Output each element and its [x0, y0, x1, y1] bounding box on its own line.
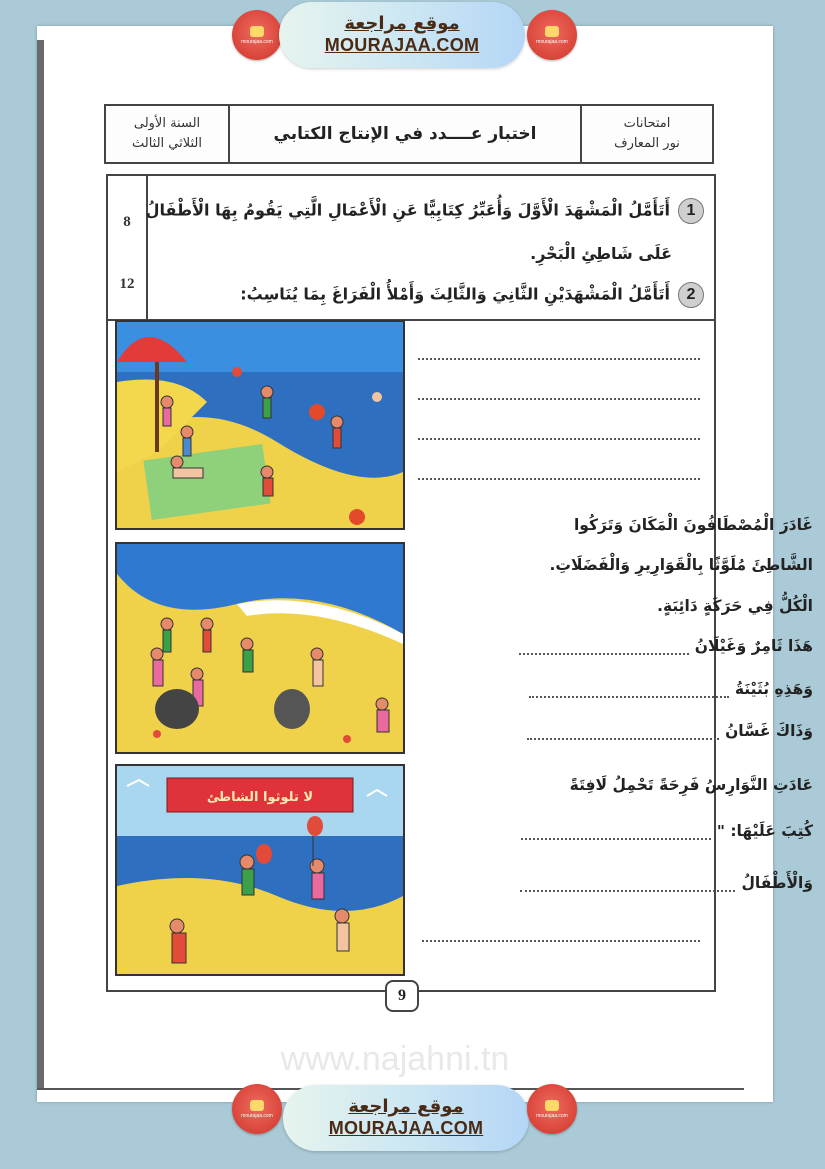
scene-2-cleaning-picture — [115, 542, 405, 754]
q2-number: 2 — [678, 282, 704, 308]
site-banner-bottom[interactable] — [283, 1085, 529, 1151]
site-logo-badge-right-top[interactable] — [527, 10, 577, 60]
scene3-sentence-2 — [521, 822, 813, 840]
header-level-cell — [106, 106, 230, 162]
exam-title: اختبار عــــدد في الإنتاج الكتابي — [273, 124, 537, 144]
answer-line-3[interactable] — [418, 438, 700, 440]
question-2 — [240, 282, 704, 308]
blank-fill-1[interactable] — [519, 641, 689, 655]
site-banner-top[interactable] — [279, 2, 525, 68]
answer-line-2[interactable] — [418, 398, 700, 400]
q2-text: أَتَأَمَّلُ الْمَشْهَدَيْنِ الثَّانِيَ وَالثَّالِثَ وَأَمْلأُ الْفَرَاغَ بِمَا يُنَاسِبُ: — [240, 284, 670, 304]
site-logo-badge-left-top[interactable] — [232, 10, 282, 60]
scene2-sentence-5 — [529, 680, 813, 698]
q2-score: 12 — [119, 276, 135, 292]
page-edge-shadow — [37, 40, 44, 1090]
blank-fill-5[interactable] — [520, 878, 735, 892]
header-title-cell — [230, 106, 580, 162]
answer-line-4[interactable] — [418, 478, 700, 480]
site-name-arabic: موقع مراجعة — [344, 13, 460, 34]
scene-1-drawing — [117, 322, 403, 528]
blank-fill-3[interactable] — [527, 726, 719, 740]
q1-number: 1 — [678, 198, 704, 224]
blank-fill-4[interactable] — [521, 826, 711, 840]
page-number: 9 — [385, 980, 419, 1012]
logo-book-icon — [545, 26, 559, 37]
site-name-english: MOURAJAA.COM — [324, 35, 480, 55]
question-1 — [146, 198, 704, 224]
badge-caption: mourajaa.com — [536, 1112, 568, 1119]
answer-line-5[interactable] — [422, 940, 700, 942]
scene2-sentence-2: الشَّاطِئَ مُلَوَّثًا بِالْقَوَارِيرِ وَالْفَضَلَاتِ. — [549, 556, 813, 574]
scene3-sentence-2-text: كُتِبَ عَلَيْهَا: " — [716, 822, 813, 840]
scene-3-banner-picture — [115, 764, 405, 976]
header-term: الثلاثي الثالث — [131, 136, 203, 151]
q1-text-line2: عَلَى شَاطِئِ الْبَحْرِ. — [530, 244, 672, 263]
blank-fill-2[interactable] — [529, 684, 729, 698]
scene2-sentence-3: الْكُلُّ فِي حَرَكَةٍ دَائِبَةٍ. — [657, 597, 813, 615]
scene-3-drawing — [117, 766, 403, 974]
scene3-sentence-3-text: وَالْأَطْفَالُ — [741, 874, 813, 892]
site-name-english: MOURAJAA.COM — [328, 1118, 484, 1138]
logo-book-icon — [250, 1100, 264, 1111]
header-exams-label: امتحانات — [623, 116, 671, 131]
q1-text-line1: أَتَأَمَّلُ الْمَشْهَدَ الْأَوَّلَ وَأُعَبِّرُ كِتَابِيًّا عَنِ الْأَعْمَالِ الَّتِي يَقُومُ بِهَا الْأَطْفَالُ — [145, 200, 670, 220]
site-name-arabic: موقع مراجعة — [348, 1096, 464, 1117]
logo-book-icon — [545, 1100, 559, 1111]
site-logo-badge-left-bottom[interactable] — [232, 1084, 282, 1134]
answer-line-1[interactable] — [418, 358, 700, 360]
logo-book-icon — [250, 26, 264, 37]
site-logo-badge-right-bottom[interactable] — [527, 1084, 577, 1134]
scene2-sentence-6 — [527, 722, 813, 740]
scene2-sentence-5-text: وَهَذِهِ بُثَيْنَةُ — [734, 680, 813, 698]
exam-header-table — [104, 104, 714, 164]
badge-caption: mourajaa.com — [241, 38, 273, 45]
scene2-sentence-4 — [519, 637, 813, 655]
scene-1-beach-picture — [115, 320, 405, 530]
header-year: السنة الأولى — [133, 116, 201, 131]
badge-caption: mourajaa.com — [241, 1112, 273, 1119]
instructions-area — [108, 176, 714, 321]
scene2-sentence-4-text: هَذَا ثَامِرٌ وَغَيْلَانُ — [694, 637, 813, 655]
header-publisher: نور المعارف — [614, 136, 680, 151]
scene2-sentence-6-text: وَذَاكَ غَسَّانُ — [725, 722, 813, 740]
q1-score: 8 — [123, 214, 131, 230]
watermark: www.najahni.tn — [280, 1040, 510, 1078]
scene2-sentence-1: غَادَرَ الْمُصْطَافُونَ الْمَكَانَ وَتَرَكُوا — [573, 516, 813, 534]
header-source-cell — [580, 106, 712, 162]
badge-caption: mourajaa.com — [536, 38, 568, 45]
scene-2-drawing — [117, 544, 403, 752]
scene3-sentence-1: عَادَتِ النَّوَارِسُ فَرِحَةً تَحْمِلُ لَافِتَةً — [569, 776, 813, 794]
scene-banner-text: لا تلوثوا الشاطئ — [206, 790, 314, 805]
score-column — [108, 176, 148, 319]
scene3-sentence-3 — [520, 874, 813, 892]
